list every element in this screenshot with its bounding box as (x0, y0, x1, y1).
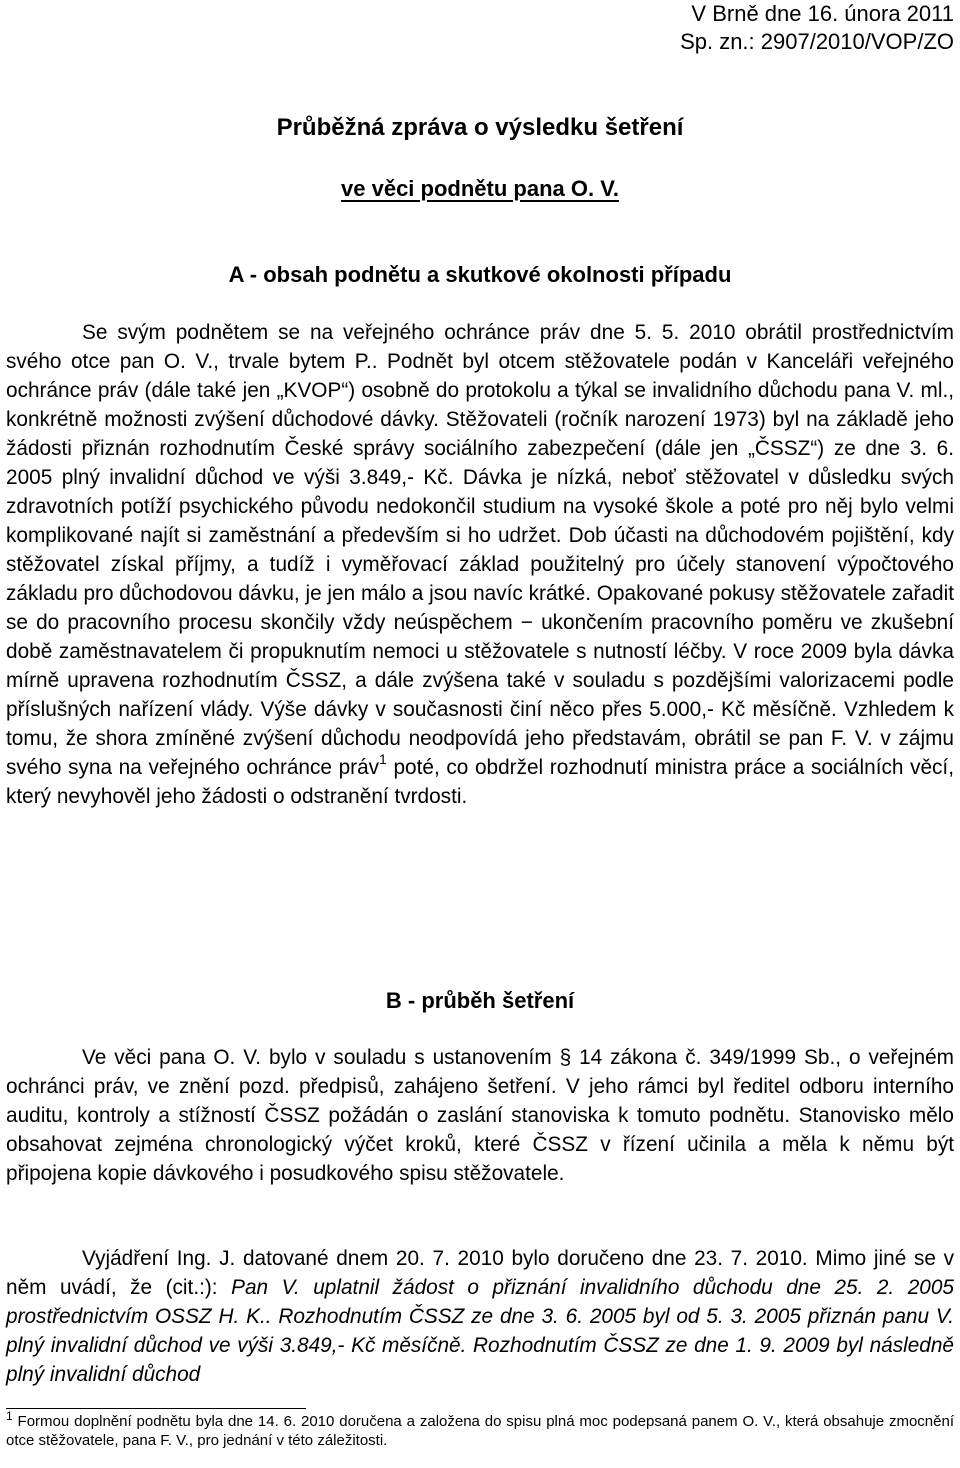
section-b-heading: B - průběh šetření (385, 988, 575, 1013)
section-b-paragraph-1 (6, 1043, 954, 1188)
footnote (6, 1409, 954, 1450)
footnote-separator (6, 1408, 306, 1409)
footnote-text: Formou doplnění podnětu byla dne 14. 6. 2010 doručena a založena do spisu plná moc podepsaná panem O. V., která obsahuje zmocnění otce stěžovatele, pana F. V., pro jednání v této záležitosti. (6, 1413, 954, 1449)
document-title: Průběžná zpráva o výsledku šetření (276, 114, 684, 141)
file-reference: Sp. zn.: 2907/2010/VOP/ZO (680, 29, 954, 54)
section-b-paragraph-2-text: Vyjádření Ing. J. datované dnem 20. 7. 2010 bylo doručeno dne 23. 7. 2010. Mimo jiné se v něm uvádí, že (cit.:): (6, 1247, 954, 1299)
section-a-text-continued: poté, co obdržel rozhodnutí ministra práce a sociálních věcí, který nevyhověl jeho žádosti o odstranění tvrdosti. (6, 756, 954, 808)
section-a-paragraph (6, 318, 954, 811)
section-b-paragraph-2 (6, 1244, 954, 1389)
document-date: V Brně dne 16. února 2011 (691, 1, 954, 26)
section-b-paragraph-1-text: Ve věci pana O. V. bylo v souladu s ustanovením § 14 zákona č. 349/1999 Sb., o veřejném ochránci práv, ve znění pozd. předpisů, zahájeno šetření. V jeho rámci byl ředitel odboru interního auditu, kontroly a stížností ČSSZ požádán o zaslání stanoviska k tomuto podnětu. Stanovisko mělo obsahovat zejména chronologický výčet kroků, které ČSSZ v řízení učinila a měla k němu být připojena kopie dávkového i posudkového spisu stěžovatele. (6, 1046, 954, 1185)
section-a-text: Se svým podnětem se na veřejného ochránce práv dne 5. 5. 2010 obrátil prostřednictvím svého otce pan O. V., trvale bytem P.. Podnět byl otcem stěžovatele podán v Kanceláři veřejného ochránce práv (dále také jen „KVOP“) osobně do protokolu a týkal se invalidního důchodu pana V. ml., konkrétně možnosti zvýšení důchodové dávky. Stěžovateli (ročník narození 1973) byl na základě jeho žádosti přiznán rozhodnutím České správy sociálního zabezpečení (dále jen „ČSSZ“) ze dne 3. 6. 2005 plný invalidní důchod ve výši 3.849,- Kč. Dávka je nízká, neboť stěžovatel v důsledku svých zdravotních potíží psychického původu nedokončil studium na vysoké škole a poté pro něj bylo velmi komplikované najít si zaměstnání a především si ho udržet. Dob účasti na důchodovém pojištění, kdy stěžovatel získal příjmy, a tudíž i vyměřovací základ použitelný pro účely stanovení výpočtového základu pro důchodovou dávku, je jen málo a jsou navíc krátké. Opakované pokusy stěžovatele zařadit se do pracovního procesu skončily vždy neúspěchem − ukončením pracovního poměru ve zkušební době zaměstnavatelem či propuknutím nemoci u stěžovatele s nutností léčby. V roce 2009 byla dávka mírně upravena rozhodnutím ČSSZ, a dále zvýšena také v souladu s pozdějšími valorizacemi podle příslušných nařízení vlády. Výše dávky v současnosti činí něco přes 5.000,- Kč měsíčně. Vzhledem k tomu, že shora zmíněné zvýšení důchodu neodpovídá jeho představám, obrátil se pan F. V. v zájmu svého syna na veřejného ochránce práv (6, 321, 954, 779)
footnote-reference[interactable]: 1 (379, 751, 387, 767)
footnote-number: 1 (6, 1409, 13, 1423)
document-subtitle: ve věci podnětu pana O. V. (341, 176, 619, 201)
quoted-statement: Pan V. uplatnil žádost o přiznání invalidního důchodu dne 25. 2. 2005 prostřednictvím OSSZ H. K.. Rozhodnutím ČSSZ ze dne 3. 6. 2005 byl od 5. 3. 2005 přiznán panu V. plný invalidní důchod ve výši 3.849,- Kč měsíčně. Rozhodnutím ČSSZ ze dne 1. 9. 2009 byl následně plný invalidní důchod (6, 1276, 954, 1386)
section-a-heading: A - obsah podnětu a skutkové okolnosti případu (228, 262, 732, 287)
